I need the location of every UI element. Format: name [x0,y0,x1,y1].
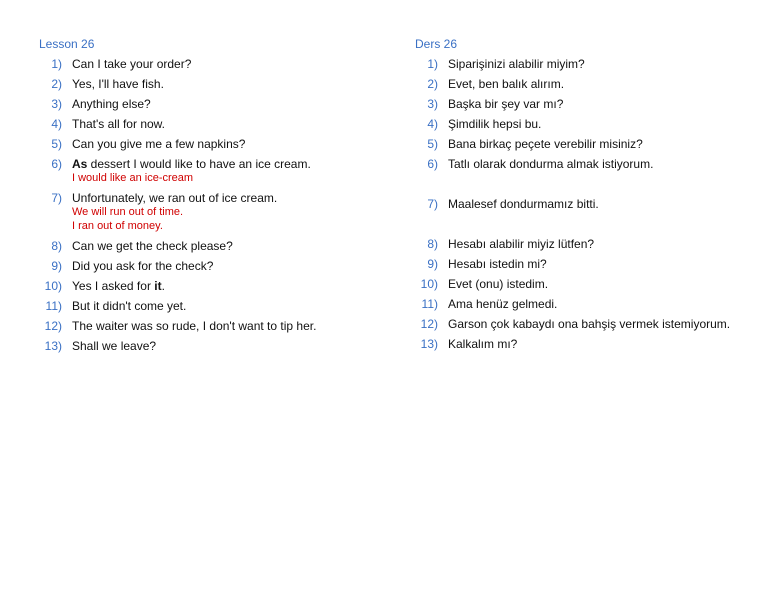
item-text: Unfortunately, we ran out of ice cream. [72,191,278,205]
english-item-7 [34,191,394,233]
item-number: 7) [51,191,62,205]
item-number: 12) [420,317,438,331]
english-item-10 [34,279,394,293]
english-item-3 [34,97,394,111]
item-text: Anything else? [72,97,151,111]
item-text: Hesabı alabilir miyiz lütfen? [448,237,595,251]
item-number: 11) [45,299,62,313]
item-number: 8) [51,239,62,253]
turkish-item-10 [410,277,760,291]
item-text: Ama henüz gelmedi. [448,297,558,311]
item-text: Evet (onu) istedim. [448,277,549,291]
item-number: 2) [51,77,62,91]
item-note: We will run out of time. [72,206,184,218]
item-text: Bana birkaç peçete verebilir misiniz? [448,137,643,151]
turkish-item-2 [410,77,760,91]
english-column [34,37,394,359]
item-text: Siparişinizi alabilir miyim? [448,57,585,71]
item-text: Şimdilik hepsi bu. [448,117,542,131]
turkish-item-4 [410,117,760,131]
item-text: Can we get the check please? [72,239,233,253]
item-number: 5) [427,137,438,151]
item-text: Shall we leave? [72,339,157,353]
english-item-1 [34,57,394,71]
item-number: 13) [420,337,438,351]
item-text: Can I take your order? [72,57,192,71]
english-item-11 [34,299,394,313]
item-text: Can you give me a few napkins? [72,137,246,151]
turkish-item-11 [410,297,760,311]
bold-word: As [72,157,88,171]
english-item-13 [34,339,394,353]
item-number: 3) [427,97,438,111]
item-number: 9) [51,259,62,273]
item-text: As dessert I would like to have an ice cream. [72,157,311,171]
english-item-9 [34,259,394,273]
item-text: Kalkalım mı? [448,337,518,351]
english-item-8 [34,239,394,253]
item-number: 10) [44,279,62,293]
item-number: 1) [427,57,438,71]
item-number: 3) [51,97,62,111]
item-text: The waiter was so rude, I don't want to tip her. [72,319,317,333]
item-text: That's all for now. [72,117,165,131]
turkish-lesson-title: Ders 26 [415,37,458,51]
item-text: Tatlı olarak dondurma almak istiyorum. [448,157,654,171]
item-number: 12) [44,319,62,333]
item-number: 5) [51,137,62,151]
item-note-2: I ran out of money. [72,220,163,232]
item-number: 6) [427,157,438,171]
item-text: Başka bir şey var mı? [448,97,564,111]
turkish-item-6 [410,157,760,171]
item-text: Maalesef dondurmamız bitti. [448,197,599,211]
item-text: Garson çok kabaydı ona bahşiş vermek istemiyorum. [448,317,731,331]
item-text: Evet, ben balık alırım. [448,77,565,91]
turkish-item-8 [410,237,760,251]
item-number: 1) [51,57,62,71]
item-number: 6) [51,157,62,171]
bold-word: it [154,279,162,293]
turkish-column [410,37,760,357]
english-item-12 [34,319,394,333]
turkish-item-13 [410,337,760,351]
english-item-2 [34,77,394,91]
item-number: 2) [427,77,438,91]
english-item-5 [34,137,394,151]
turkish-item-3 [410,97,760,111]
item-text: Did you ask for the check? [72,259,214,273]
item-text: Hesabı istedin mi? [448,257,547,271]
english-item-4 [34,117,394,131]
item-number: 4) [427,117,438,131]
item-number: 11) [421,297,438,311]
item-number: 9) [427,257,438,271]
item-text: Yes, I'll have fish. [72,77,164,91]
turkish-item-1 [410,57,760,71]
item-number: 7) [427,197,438,211]
english-lesson-title: Lesson 26 [39,37,95,51]
item-number: 13) [44,339,62,353]
english-item-6 [34,157,394,185]
turkish-item-9 [410,257,760,271]
item-note: I would like an ice-cream [72,172,194,184]
turkish-item-5 [410,137,760,151]
turkish-item-12 [410,317,760,331]
item-number: 10) [420,277,438,291]
item-number: 8) [427,237,438,251]
item-text: Yes I asked for it. [72,279,165,293]
item-number: 4) [51,117,62,131]
turkish-item-7 [410,197,760,211]
item-text: But it didn't come yet. [72,299,187,313]
